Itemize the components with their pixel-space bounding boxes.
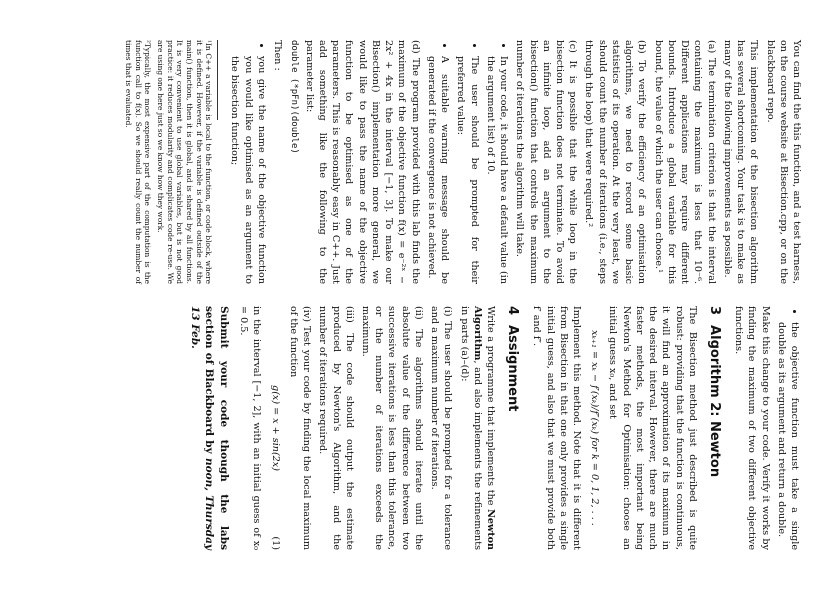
newton-iteration-equation: xₖ₊₁ = xₖ − f′(xₖ)/f″(xₖ) for k = 0, 1, 2, . . .: [589, 330, 601, 526]
section-4-title: Assignment: [505, 325, 521, 412]
item-d-bullets: [228, 40, 268, 284]
submission-instructions: [187, 306, 230, 550]
item-d-then: Then :: [272, 40, 284, 71]
item-c-bullets: [425, 40, 510, 284]
assignment-item-i: (i) The user should be prompted for a tolerance and a maximum number of iterations.: [429, 306, 454, 550]
intro-paragraph-2: This implementation of the bisection algorithm has several shortcoming. Your task is to make as many of the following improvements as possible.: [721, 40, 760, 284]
assignment-item-iii: (iii) The code should output the estimate produced by Newton's Algorithm, and the number of iterations required.: [317, 306, 355, 550]
assignment-list: [287, 306, 455, 550]
section-3-paragraph-2: Implement this method. Note that it is different from Bisection in that one only provides a single initial guess, and also that we must provide both f′ and f″.: [531, 306, 583, 550]
verify-paragraph: Make this change to your code. Verify it works by finding the maximum of two different objective functions.: [733, 306, 771, 550]
test-interval-paragraph: in the interval [−1, 2], with an initial guess of x₀ = 0.5.: [238, 306, 263, 550]
improvement-item-a: [651, 40, 717, 284]
section-4-number: 4: [505, 306, 521, 316]
section-4-heading: [503, 306, 521, 550]
section-4-text-b: , and also implements the refinements in parts (a)–(d):: [458, 306, 483, 550]
continued-bullet: • the objective function must take a single double as its argument and return a double.: [775, 322, 801, 550]
improvement-item-c: [425, 40, 580, 284]
footnote-rule: [217, 40, 218, 120]
assignment-item-iv: (iv) Test your code by finding the local maximum of the function: [287, 306, 313, 550]
section-3-number: 3: [706, 306, 722, 316]
item-d-code: double (*pFn)(double): [288, 40, 299, 154]
item-d-text: (d) The program provided with this lab finds the maximum of the objective function f(x) = e⁻²ˣ − 2x² + 4x in the interval [−1, 3]. To make our Bisection() implementation more general, we would like to pass the name of the objective function to be optimised as one of the parameters. This is reasonably easy in C++. Just add something like the following to the parameter list:: [303, 40, 421, 284]
right-column: [184, 306, 803, 550]
item-c-bullet: • In your code, it should have a default value (in the argument list) of 10.: [484, 56, 510, 284]
submission-text: Submit your code though the labs section of Blackboard by: [203, 306, 230, 550]
left-column: [121, 40, 803, 284]
item-c-bullet: • A suitable warning message should be generated if the convergence is not achieved.: [425, 56, 451, 284]
section-4-paragraph-1: [457, 306, 497, 550]
item-c-text: (c) It is possible that the while loop in the bisection function does not terminate. To avoid an infinite loop, add an argument to the bisection() function that controls the maximum number of iterations the algorithm will take.: [514, 40, 579, 284]
item-d-bullet: • you give the name of the objective function you would like optimised as an argument to the bisection function;: [228, 56, 268, 284]
equation-number: (1): [269, 536, 281, 550]
continued-bullets: [775, 306, 801, 550]
item-b-text: (b) To verify the efficiency of an optimisation algorithms, we need to record some basic statistics of its operation. At the very least, we should count the number of iterations (i.e., steps through the loop) that were required.²: [583, 40, 648, 284]
footnote-1: ¹In C++ a variable is local to the function, or code block, where it is defined. However, if the variable is defined outside of the main() function, then it is global, and is shared by all functions. It is very convenient to use global variables, but is not good practice: it reduces modularity and complicates code re-use. We are using one here just so we know how they work.: [156, 40, 214, 284]
section-3-title: Algorithm 2: Newton: [706, 325, 722, 478]
improvement-item-d: [228, 40, 421, 284]
item-a-text: (a) The termination criterion is that the interval containing the maximum is less that 10⁻⁶. Different applications may require different bounds. Introduce a global variable for this bound, the value of which the user can choose.¹: [652, 40, 717, 284]
footnote-2: ²Typically, the most expensive part of the computation is the function call to f(x). So we should really count the number of times that is evaluated.: [124, 40, 153, 284]
item-c-bullet: • The user should be prompted for their preferred value:: [454, 56, 480, 284]
improvement-item-b: [582, 40, 648, 284]
test-function-formula: g(x) = x + sin(2x): [269, 385, 281, 471]
assignment-item-ii: (ii) The algorithms should iterate until the absolute value of the difference between two successive iterations is less than this tolerance, or the number of iterations exceeds the maximum.: [360, 306, 424, 550]
test-function-equation: [268, 306, 281, 550]
section-4-text-a: Write a programme that implements the: [485, 306, 497, 510]
section-3-heading: [705, 306, 723, 550]
submission-deadline: noon, Thursday 13 Feb.: [188, 306, 216, 551]
section-3-paragraph-1: The Bisection method just described is quite robust: providing that the function is continuous, it will find an approximation of its maximum in the desired interval. However, there are much faster methods, the most important being Newton's Method for Optimisation: choose an initial guess x₀, and set: [607, 306, 698, 550]
intro-paragraph-1: You can find the this function, and a test harness, on the course website at Bisection.cpp, or on the blackboard repo.: [764, 40, 802, 284]
newton-algorithm-bold: Newton Algorithm: [471, 306, 497, 550]
